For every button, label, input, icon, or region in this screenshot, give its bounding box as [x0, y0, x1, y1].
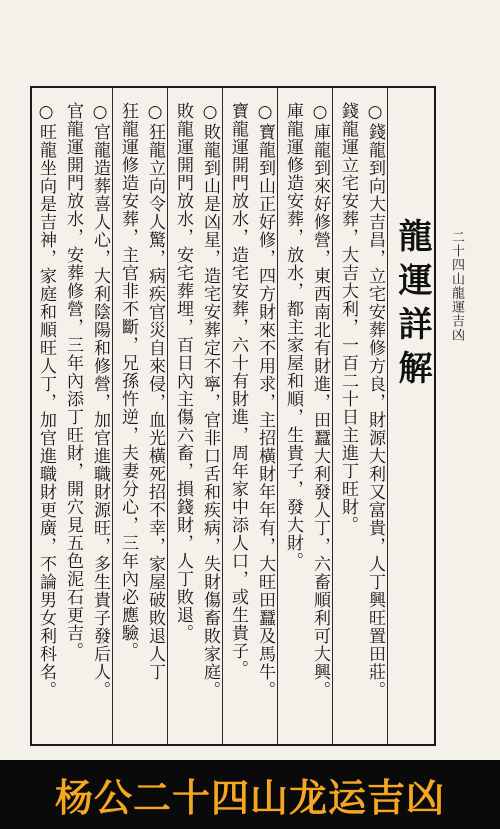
caption-banner — [0, 760, 500, 829]
commentary-column: 官龍運開門放水，安葬修營，三年內添丁旺財，開穴見五色泥石更吉。 — [63, 102, 83, 660]
column-divider — [332, 88, 333, 744]
verse-column: ○狂龍立向令人驚，病疾官災自來侵，血光橫死招不幸，家屋破敗退人丁 — [145, 102, 165, 681]
verse-column: ○旺龍坐向是吉神，家庭和順旺人丁，加官進職財更廣，不論男女利科名。 — [36, 102, 56, 699]
banner-title: 杨公二十四山龙运吉凶 — [54, 776, 445, 820]
column-divider — [112, 88, 113, 744]
commentary-column: 錢龍運立宅安葬，大吉大利，一百二十日主進丁旺財。 — [338, 102, 358, 534]
text-frame — [30, 86, 436, 746]
column-divider — [222, 88, 223, 744]
verse-column: ○寶龍到山正好修，四方財來不用求，主招橫財年年有，大旺田蠶及馬牛。 — [255, 102, 275, 699]
commentary-column: 狂龍運修造安葬，主官非不斷，兄孫忤逆，夫妻分心，三年內必應驗。 — [118, 102, 138, 660]
verse-column: ○庫龍到來好修營，東西南北有財進，田蠶大利發人丁，六畜順利可大興。 — [310, 102, 330, 699]
commentary-column: 敗龍運開門放水，安宅葬埋，百日內主傷六畜，損錢財，人丁敗退。 — [173, 102, 193, 642]
commentary-column: 庫龍運修造安葬，放水，都主家屋和順，生貴子，發大財。 — [283, 102, 303, 570]
commentary-column: 寶龍運開門放水，造宅安葬，六十有財進，周年家中添人口，或生貴子。 — [228, 102, 248, 678]
column-divider — [387, 88, 388, 744]
verse-column: ○錢龍到向大吉昌，立宅安葬修方良，財源大利又富貴，人丁興旺置田莊。 — [365, 102, 385, 699]
page-margin-title: 二十四山龍運吉凶 — [449, 230, 464, 342]
column-divider — [277, 88, 278, 744]
column-divider — [167, 88, 168, 744]
section-title: 龍運詳解 — [392, 218, 432, 394]
verse-column: ○敗龍到山是凶星，造宅安葬定不寧，官非口舌和疾病，失財傷畜敗家庭。 — [200, 102, 220, 699]
verse-column: ○官龍造葬喜人心，大利陰陽和修營，加官進職財源旺，多生貴子發后人。 — [90, 102, 110, 699]
